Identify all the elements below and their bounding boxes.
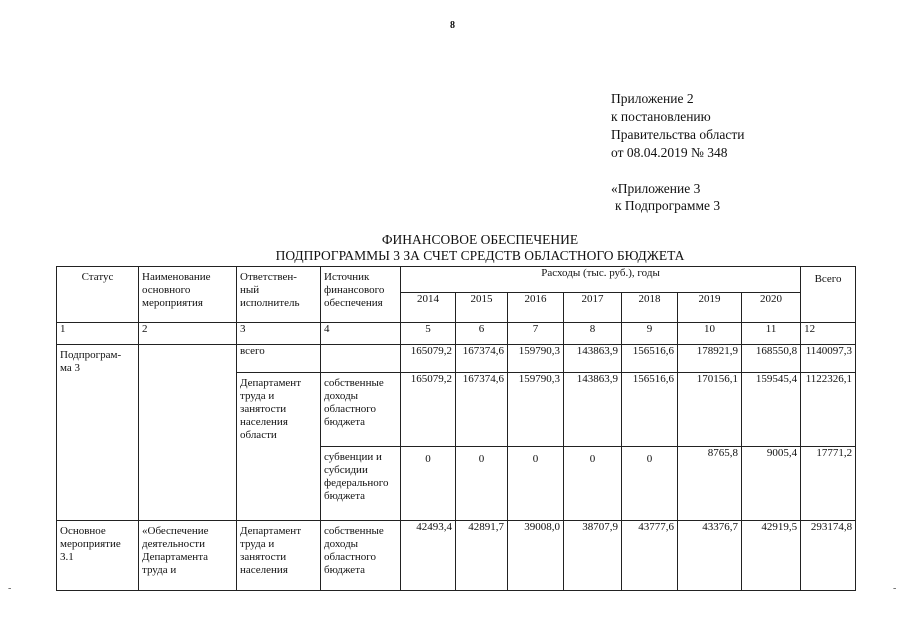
column-number: 3 [237, 323, 321, 345]
row-executor: Департамент труда и занятости населения области [237, 373, 321, 521]
column-number: 10 [678, 323, 742, 345]
header-executor: Ответствен- ный исполнитель [237, 267, 321, 323]
value-cell: 43777,6 [622, 521, 678, 591]
total-cell: 1140097,3 [801, 345, 856, 373]
table-row [57, 345, 856, 373]
appendix-subheader [611, 180, 720, 214]
value-cell: 9005,4 [742, 447, 801, 521]
title-line: ФИНАНСОВОЕ ОБЕСПЕЧЕНИЕ [381, 232, 579, 247]
column-number: 4 [321, 323, 401, 345]
total-cell: 1122326,1 [801, 373, 856, 447]
row-name: «Обеспечение деятельности Департамента труда и [139, 521, 237, 591]
column-number: 7 [508, 323, 564, 345]
value-cell: 167374,6 [456, 345, 508, 373]
year-header: 2017 [564, 293, 622, 323]
value-cell: 170156,1 [678, 373, 742, 447]
title-line: ПОДПРОГРАММЫ 3 ЗА СЧЕТ СРЕДСТВ ОБЛАСТНОГО БЮДЖЕТА [275, 248, 685, 263]
value-cell: 43376,7 [678, 521, 742, 591]
value-cell: 0 [401, 447, 456, 521]
year-header: 2018 [622, 293, 678, 323]
header-total: Всего [801, 267, 856, 323]
column-number: 12 [801, 323, 856, 345]
value-cell: 143863,9 [564, 345, 622, 373]
row-source: субвенции и субсидии федерального бюджета [321, 447, 401, 521]
row-executor: всего [237, 345, 321, 373]
column-number-row [57, 323, 856, 345]
value-cell: 0 [508, 447, 564, 521]
value-cell: 167374,6 [456, 373, 508, 447]
year-header: 2020 [742, 293, 801, 323]
table-row [57, 521, 856, 591]
header-expenses: Расходы (тыс. руб.), годы [401, 267, 801, 293]
value-cell: 42891,7 [456, 521, 508, 591]
column-number: 9 [622, 323, 678, 345]
value-cell: 168550,8 [742, 345, 801, 373]
value-cell: 178921,9 [678, 345, 742, 373]
column-number: 8 [564, 323, 622, 345]
value-cell: 165079,2 [401, 373, 456, 447]
scan-margin-mark: - [893, 583, 897, 594]
column-number: 5 [401, 323, 456, 345]
value-cell: 38707,9 [564, 521, 622, 591]
year-header: 2019 [678, 293, 742, 323]
value-cell: 42493,4 [401, 521, 456, 591]
column-number: 1 [57, 323, 139, 345]
value-cell: 156516,6 [622, 345, 678, 373]
row-name [139, 345, 237, 521]
page-number: 8 [450, 20, 455, 31]
row-status: Подпрограм- ма 3 [57, 345, 139, 521]
column-number: 11 [742, 323, 801, 345]
value-cell: 159790,3 [508, 373, 564, 447]
appendix-line: к Подпрограмме 3 [615, 198, 721, 213]
appendix-line: от 08.04.2019 № 348 [611, 145, 728, 160]
financing-table [56, 266, 856, 591]
appendix-header [611, 90, 744, 162]
column-number: 2 [139, 323, 237, 345]
value-cell: 0 [622, 447, 678, 521]
value-cell: 159545,4 [742, 373, 801, 447]
value-cell: 143863,9 [564, 373, 622, 447]
value-cell: 156516,6 [622, 373, 678, 447]
row-source: собственные доходы областного бюджета [321, 373, 401, 447]
year-header: 2014 [401, 293, 456, 323]
row-executor: Департамент труда и занятости населения [237, 521, 321, 591]
value-cell: 0 [564, 447, 622, 521]
total-cell: 17771,2 [801, 447, 856, 521]
value-cell: 159790,3 [508, 345, 564, 373]
row-source [321, 345, 401, 373]
year-header: 2016 [508, 293, 564, 323]
appendix-line: «Приложение 3 [611, 181, 701, 196]
year-header: 2015 [456, 293, 508, 323]
value-cell: 39008,0 [508, 521, 564, 591]
column-number: 6 [456, 323, 508, 345]
appendix-line: Приложение 2 [611, 91, 694, 106]
value-cell: 0 [456, 447, 508, 521]
header-status: Статус [57, 267, 139, 323]
header-source: Источник финансового обеспечения [321, 267, 401, 323]
row-source: собственные доходы областного бюджета [321, 521, 401, 591]
appendix-line: Правительства области [611, 127, 745, 142]
scan-margin-mark: - [8, 583, 12, 594]
total-cell: 293174,8 [801, 521, 856, 591]
header-name: Наименование основного мероприятия [139, 267, 237, 323]
document-title [230, 232, 730, 264]
value-cell: 42919,5 [742, 521, 801, 591]
value-cell: 165079,2 [401, 345, 456, 373]
appendix-line: к постановлению [611, 109, 711, 124]
row-status: Основное мероприятие 3.1 [57, 521, 139, 591]
value-cell: 8765,8 [678, 447, 742, 521]
header-row [57, 267, 856, 293]
